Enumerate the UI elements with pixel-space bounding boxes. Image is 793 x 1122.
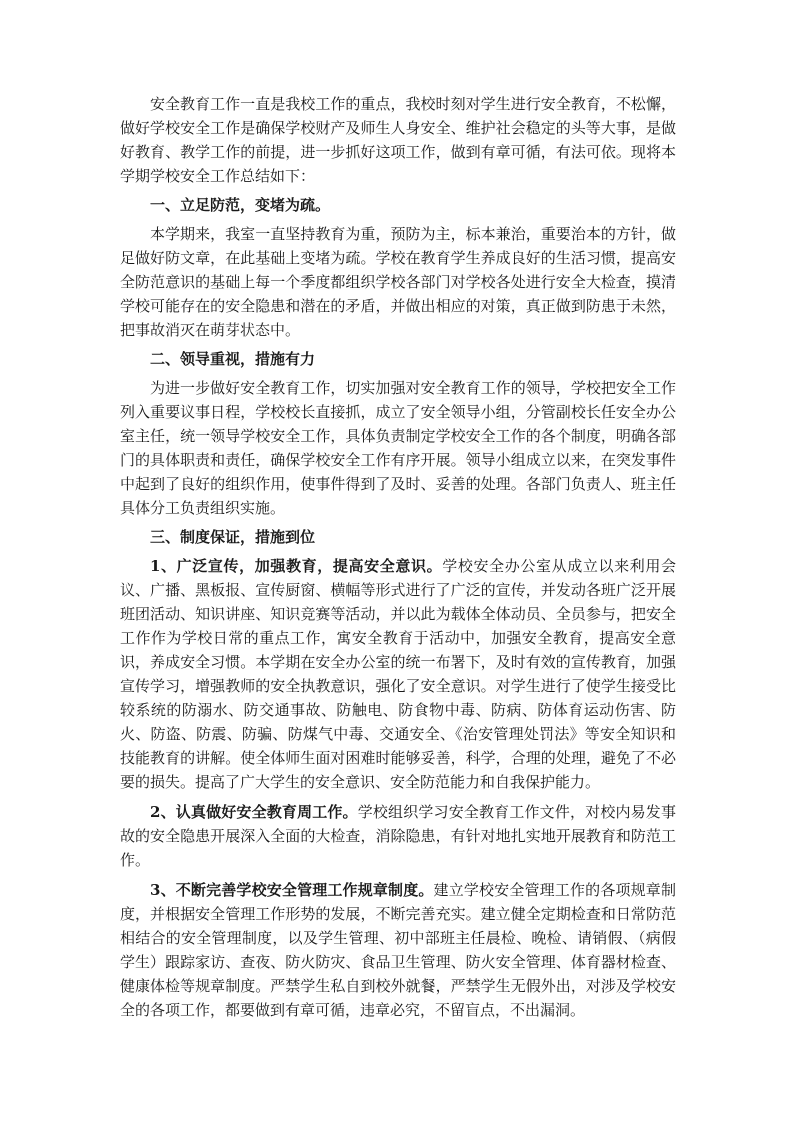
section1-heading: 一、立足防范，变堵为疏。	[150, 196, 331, 214]
item3-body: 建立学校安全管理工作的各项规章制度，并根据安全管理工作形势的发展，不断完善充实。建立健全定期检查和日常防范相结合的安全管理制度，以及学生管理、初中部班主任晨检、晚检、请销假、（病假学生）跟踪家访、查夜、防火防灾、食品卫生管理、防火安全管理、体育器材检查、健康体检等规章制度。严禁学生私自到校外就餐，严禁学生无假外出，对涉及学校安全的各项工作，都要做到有章可循，违章必究，不留盲点，不出漏洞。	[120, 881, 676, 1019]
section2-heading: 二、领导重视，措施有力	[150, 350, 316, 368]
item3-paragraph	[120, 878, 676, 1022]
item1-body: 学校安全办公室从成立以来利用会议、广播、黑板报、宣传厨窗、横幅等形式进行了广泛的宣传，并发动各班广泛开展班团活动、知识讲座、知识竞赛等活动，并以此为载体全体动员、全员参与，把安全工作作为学校日常的重点工作，寓安全教育于活动中，加强安全教育，提高安全意识，养成安全习惯。本学期在安全办公室的统一布署下，及时有效的宣传教育，加强宣传学习，增强教师的安全执教意识，强化了安全意识。对学生进行了使学生接受比较系统的防溺水、防交通事故、防触电、防食物中毒、防病、防体育运动伤害、防火、防盗、防震、防骗、防煤气中毒、交通安全、《治安管理处罚法》等安全知识和技能教育的讲解。使全体师生面对困难时能够妥善，科学，合理的处理，避免了不必要的损失。提高了广大学生的安全意识、安全防范能力和自我保护能力。	[120, 557, 676, 791]
item2-lead: 2、认真做好安全教育周工作。	[150, 803, 358, 821]
item2-paragraph	[120, 800, 676, 872]
item3-lead: 3、不断完善学校安全管理工作规章制度。	[150, 881, 434, 899]
intro-paragraph: 安全教育工作一直是我校工作的重点，我校时刻对学生进行安全教育，不松懈，做好学校安全工作是确保学校财产及师生人身安全、维护社会稳定的头等大事，是做好教育、教学工作的前提，进一步抓好这项工作，做到有章可循，有法可依。现将本学期学校安全工作总结如下：	[120, 95, 676, 185]
section1-body: 本学期来，我室一直坚持教育为重，预防为主，标本兼治，重要治本的方针，做足做好防文章，在此基础上变堵为疏。学校在教育学生养成良好的生活习惯，提高安全防范意识的基础上每一个季度都组织学校各部门对学校各处进行安全大检查，摸清学校可能存在的安全隐患和潜在的矛盾，并做出相应的对策，真正做到防患于未然，把事故消灭在萌芽状态中。	[120, 225, 676, 339]
section2-body: 为进一步做好安全教育工作，切实加强对安全教育工作的领导，学校把安全工作列入重要议事日程，学校校长直接抓，成立了安全领导小组，分管副校长任安全办公室主任，统一领导学校安全工作，具体负责制定学校安全工作的各个制度，明确各部门的具体职责和责任，确保学校安全工作有序开展。领导小组成立以来，在突发事件中起到了良好的组织作用，使事件得到了及时、妥善的处理。各部门负责人、班主任具体分工负责组织实施。	[120, 379, 676, 517]
section3-heading: 三、制度保证，措施到位	[150, 528, 316, 546]
item1-paragraph	[120, 554, 676, 794]
document-page	[120, 92, 676, 1022]
item2-body: 学校组织学习安全教育工作文件，对校内易发事故的安全隐患开展深入全面的大检查，消除隐患，有针对地扎实地开展教育和防范工作。	[120, 803, 676, 869]
item1-lead: 1、广泛宣传，加强教育，提高安全意识。	[150, 557, 443, 575]
